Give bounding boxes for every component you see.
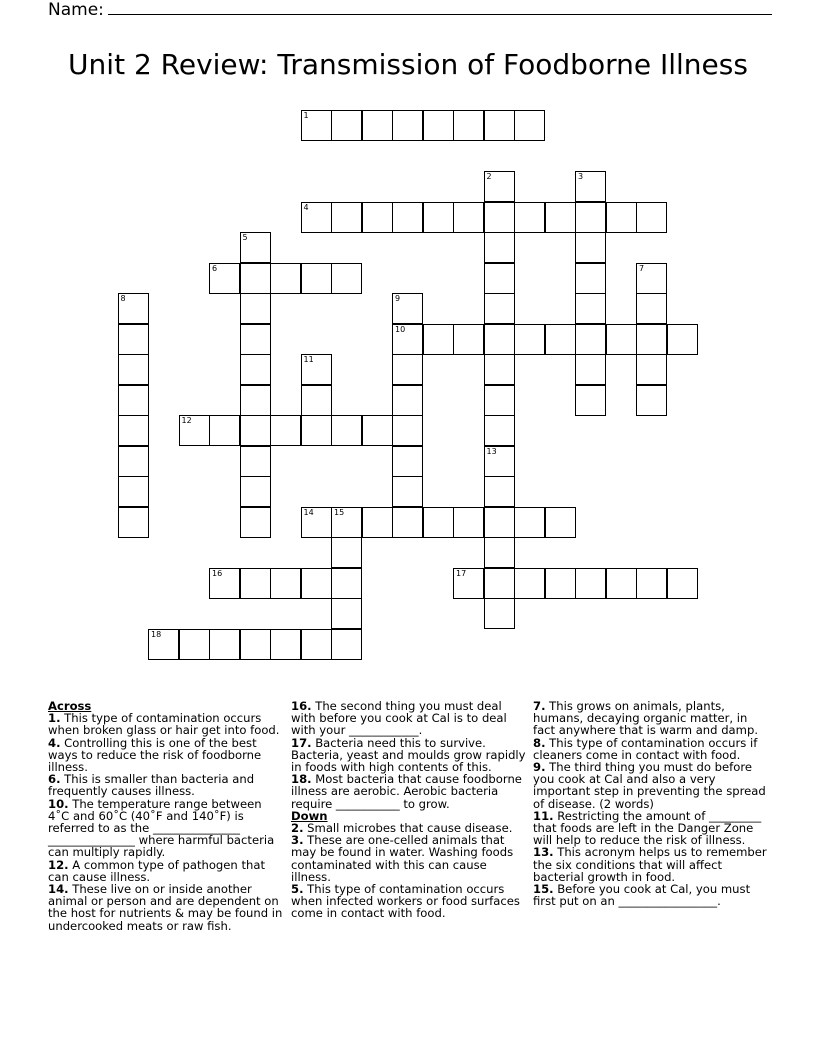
crossword-cell[interactable] [484,110,515,141]
clue-number-label: 8. [533,735,546,750]
crossword-cell[interactable] [392,415,423,446]
clues-column-2 [291,700,527,920]
clue-number-label: 14. [48,882,69,897]
clue [48,859,284,883]
crossword-cell[interactable] [179,629,210,660]
clue-number: 16 [212,568,223,578]
clue-number-label: 15. [533,882,554,897]
clue-number-label: 4. [48,735,61,750]
crossword-cell[interactable] [484,263,515,294]
crossword-cell[interactable] [240,507,271,538]
crossword-cell[interactable] [514,324,545,355]
crossword-cell[interactable] [331,415,362,446]
crossword-cell[interactable] [484,446,515,477]
crossword-cell[interactable] [484,415,515,446]
crossword-cell[interactable] [331,507,362,538]
crossword-cell[interactable] [301,507,332,538]
crossword-cell[interactable] [240,415,271,446]
clue-number-label: 1. [48,711,61,726]
clue [48,773,284,797]
crossword-cell[interactable] [240,232,271,263]
clue-number: 8 [120,294,126,303]
crossword-cell[interactable] [331,110,362,141]
crossword-cell[interactable] [667,324,698,355]
crossword-cell[interactable] [118,446,149,477]
crossword-cell[interactable] [484,476,515,507]
clue-text: Bacteria need this to survive. Bacteria, yeast and moulds grow rapidly in foods with high contents of this. [291,735,526,775]
crossword-cell[interactable] [484,568,515,599]
clue-number-label: 18. [291,772,312,787]
crossword-cell[interactable] [575,263,606,294]
name-label: Name: [48,0,104,20]
crossword-cell[interactable] [301,263,332,294]
crossword-cell[interactable] [331,537,362,568]
crossword-cell[interactable] [240,476,271,507]
crossword-cell[interactable] [575,324,606,355]
crossword-cell[interactable] [331,202,362,233]
crossword-cell[interactable] [453,324,484,355]
clue-text: Restricting the amount of _________ that foods are left in the Danger Zone will help to reduce the risk of illness. [533,808,762,848]
clue-text: This grows on animals, plants, humans, decaying organic matter, in fact anywhere that is warm and damp. [533,699,759,738]
clue [48,883,284,932]
crossword-cell[interactable] [362,507,393,538]
crossword-cell[interactable] [606,202,637,233]
clue [533,883,771,907]
clue-number-label: 10. [48,796,69,811]
clue [533,700,771,737]
crossword-cell[interactable] [118,507,149,538]
clue-text: This acronym helps us to remember the six conditions that will affect bacterial growth in food. [533,845,767,884]
clues-column-3 [533,700,771,907]
crossword-cell[interactable] [209,263,240,294]
crossword-cell[interactable] [606,568,637,599]
clue-number: 7 [639,263,645,273]
clue [291,773,527,810]
crossword-cell[interactable] [362,110,393,141]
crossword-cell[interactable] [636,324,667,355]
crossword-cell[interactable] [392,324,423,355]
clue-number-label: 12. [48,857,69,872]
crossword-cell[interactable] [636,568,667,599]
crossword-cell[interactable] [484,385,515,416]
crossword-cell[interactable] [514,568,545,599]
crossword-cell[interactable] [484,537,515,568]
crossword-cell[interactable] [118,415,149,446]
clue-number: 17 [456,568,467,578]
clue [533,737,771,761]
clue-section-heading: Across [48,699,92,713]
crossword-cell[interactable] [636,385,667,416]
crossword-cell[interactable] [392,293,423,324]
crossword-cell[interactable] [575,568,606,599]
crossword-cell[interactable] [301,202,332,233]
crossword-cell[interactable] [484,354,515,385]
clue [291,700,527,737]
crossword-cell[interactable] [240,324,271,355]
clue-number: 2 [486,172,492,181]
clue-number: 12 [181,416,192,425]
clue-number-label: 5. [291,882,304,897]
crossword-cell[interactable] [240,354,271,385]
clue-text: These live on or inside another animal or person and are dependent on the host for nutrients & may be found in undercooked meats or raw fish. [48,882,283,933]
clue-text: This is smaller than bacteria and frequently causes illness. [48,772,255,799]
clue-number: 5 [242,233,248,242]
clue-text: Small microbes that cause disease. [303,821,513,836]
clue [533,761,771,810]
clue-text: These are one-celled animals that may be found in water. Washing foods contaminated with this can cause illness. [291,833,514,884]
crossword-cell[interactable] [331,263,362,294]
crossword-cell[interactable] [484,202,515,233]
crossword-cell[interactable] [423,324,454,355]
crossword-cell[interactable] [392,507,423,538]
crossword-cell[interactable] [636,354,667,385]
crossword-cell[interactable] [331,629,362,660]
crossword-cell[interactable] [301,385,332,416]
crossword-cell[interactable] [270,629,301,660]
crossword-cell[interactable] [392,354,423,385]
clue-number: 3 [578,172,584,181]
crossword-cell[interactable] [270,263,301,294]
crossword-cell[interactable] [545,507,576,538]
crossword-cell[interactable] [240,293,271,324]
clue-number-label: 17. [291,735,312,750]
crossword-cell[interactable] [484,324,515,355]
crossword-cell[interactable] [575,202,606,233]
crossword-cell[interactable] [240,568,271,599]
crossword-cell[interactable] [301,629,332,660]
clue [291,883,527,920]
crossword-cell[interactable] [575,293,606,324]
clue-number-label: 2. [291,821,304,836]
crossword-cell[interactable] [209,568,240,599]
clue [291,737,527,774]
crossword-cell[interactable] [545,324,576,355]
crossword-cell[interactable] [453,568,484,599]
clue-text: This type of contamination occurs when infected workers or food surfaces come in contact with food. [291,882,520,921]
crossword-cell[interactable] [575,232,606,263]
clue-text: The temperature range between 4˚C and 60˚C (40˚F and 140˚F) is referred to as the _______________ _______________ where harmful bacteria can multiply rapidly. [48,796,275,860]
clue-number-label: 6. [48,772,61,787]
crossword-cell[interactable] [118,354,149,385]
clue-text: The second thing you must deal with before you cook at Cal is to deal with your ____________. [291,699,507,738]
crossword-cell[interactable] [148,629,179,660]
crossword-cell[interactable] [240,263,271,294]
clue-number: 6 [212,263,218,273]
clue-text: Most bacteria that cause foodborne illness are aerobic. Aerobic bacteria require ___________ to grow. [291,772,522,811]
clue-number: 13 [486,446,497,456]
crossword-cell[interactable] [453,202,484,233]
crossword-cell[interactable] [118,476,149,507]
crossword-cell[interactable] [484,507,515,538]
clue [48,712,284,736]
crossword-cell[interactable] [636,293,667,324]
crossword-cell[interactable] [484,293,515,324]
crossword-cell[interactable] [545,202,576,233]
crossword-cell[interactable] [362,202,393,233]
clue-number-label: 11. [533,808,554,823]
crossword-cell[interactable] [575,385,606,416]
crossword-cell[interactable] [636,263,667,294]
crossword-cell[interactable] [331,598,362,629]
crossword-cell[interactable] [575,354,606,385]
clue [291,834,527,883]
clues-column-1 [48,700,284,932]
clue-text: A common type of pathogen that can cause illness. [48,857,265,884]
crossword-cell[interactable] [392,385,423,416]
crossword-cell[interactable] [270,568,301,599]
crossword-cell[interactable] [423,507,454,538]
clue [533,810,771,847]
crossword-cell[interactable] [209,415,240,446]
clue-number: 9 [395,294,401,303]
crossword-cell[interactable] [392,446,423,477]
clue-number: 14 [303,507,314,517]
crossword-cell[interactable] [301,354,332,385]
crossword-cell[interactable] [392,202,423,233]
crossword-cell[interactable] [514,110,545,141]
clue-number: 18 [151,629,162,639]
clue-text: The third thing you must do before you cook at Cal and also a very important step in preventing the spread of disease. (2 words) [533,760,766,811]
clue [533,846,771,883]
clue-number-label: 3. [291,833,304,848]
crossword-cell[interactable] [362,415,393,446]
crossword-cell[interactable] [240,446,271,477]
clue-text: Controlling this is one of the best ways to reduce the risk of foodborne illness. [48,735,262,775]
clue-number: 15 [334,507,345,517]
crossword-cell[interactable] [514,507,545,538]
crossword-cell[interactable] [514,202,545,233]
clue-number: 11 [303,355,314,364]
clue [48,737,284,774]
clue-number: 4 [303,202,309,212]
crossword-cell[interactable] [667,568,698,599]
clue-text: This type of contamination occurs when broken glass or hair get into food. [48,711,280,738]
crossword-cell[interactable] [545,568,576,599]
crossword-cell[interactable] [575,171,606,202]
clue-section-heading: Down [291,808,328,823]
crossword-cell[interactable] [179,415,210,446]
crossword-cell[interactable] [118,385,149,416]
clue-number-label: 7. [533,699,546,713]
clue-number: 1 [303,111,309,120]
clue-number: 10 [395,324,406,334]
crossword-cell[interactable] [301,415,332,446]
crossword-cell[interactable] [118,324,149,355]
crossword-cell[interactable] [301,568,332,599]
clue-number-label: 16. [291,699,312,713]
crossword-cell[interactable] [423,202,454,233]
crossword-cell[interactable] [392,110,423,141]
crossword-cell[interactable] [270,415,301,446]
crossword-cell[interactable] [484,232,515,263]
clue-text: This type of contamination occurs if cleaners come in contact with food. [533,735,758,762]
crossword-cell[interactable] [118,293,149,324]
crossword-cell[interactable] [453,110,484,141]
crossword-cell[interactable] [240,629,271,660]
clue-number-label: 13. [533,845,554,860]
clue [48,798,284,859]
clue-number-label: 9. [533,760,546,775]
crossword-cell[interactable] [392,476,423,507]
crossword-cell[interactable] [484,171,515,202]
crossword-cell[interactable] [301,110,332,141]
crossword-cell[interactable] [636,202,667,233]
crossword-cell[interactable] [209,629,240,660]
crossword-cell[interactable] [331,568,362,599]
crossword-cell[interactable] [484,598,515,629]
crossword-cell[interactable] [453,507,484,538]
crossword-cell[interactable] [240,385,271,416]
crossword-cell[interactable] [423,110,454,141]
crossword-cell[interactable] [606,324,637,355]
page-title: Unit 2 Review: Transmission of Foodborne Illness [68,48,748,81]
clue-text: Before you cook at Cal, you must first put on an _________________. [533,882,751,909]
